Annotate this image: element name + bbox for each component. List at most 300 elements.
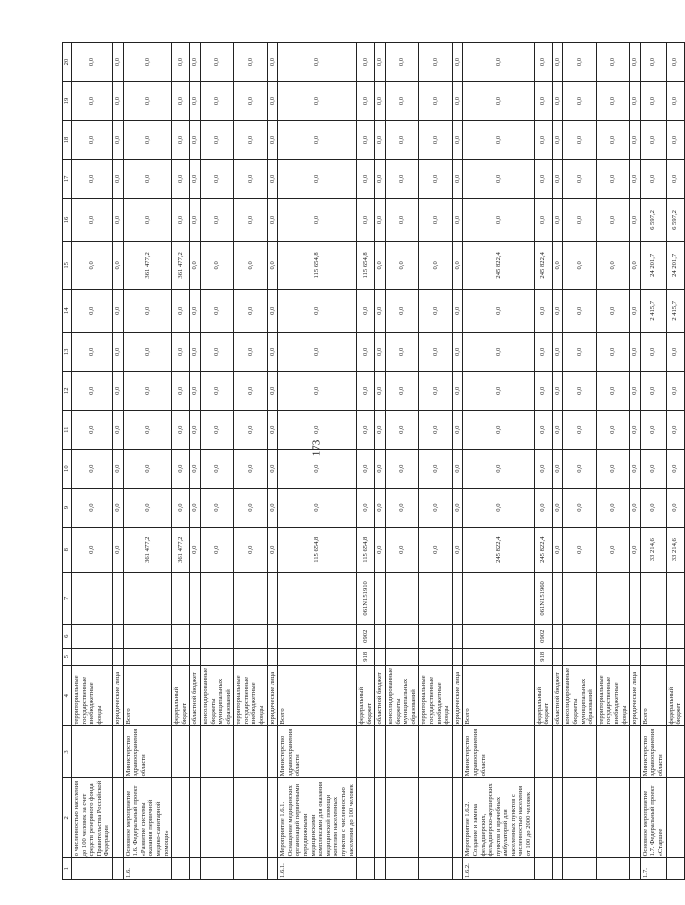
value-cell: 0,0 xyxy=(190,527,201,572)
value-cell: 0,0 xyxy=(419,289,452,332)
cell-c3 xyxy=(112,726,123,778)
cell-c2 xyxy=(666,778,684,858)
value-cell: 0,0 xyxy=(419,488,452,527)
cell-c4: Всего xyxy=(463,665,534,726)
value-cell: 0,0 xyxy=(385,198,418,241)
value-cell: 0,0 xyxy=(563,120,596,159)
column-header: 15 xyxy=(63,242,72,290)
value-cell: 0,0 xyxy=(419,410,452,449)
value-cell: 0,0 xyxy=(419,527,452,572)
value-cell: 0,0 xyxy=(563,242,596,290)
cell-c7 xyxy=(630,572,641,624)
value-cell: 0,0 xyxy=(123,82,172,121)
value-cell: 0,0 xyxy=(72,120,113,159)
value-cell: 0,0 xyxy=(357,332,375,371)
value-cell: 0,0 xyxy=(172,371,190,410)
value-cell: 0,0 xyxy=(123,159,172,198)
value-cell: 0,0 xyxy=(234,242,267,290)
cell-c7 xyxy=(563,572,596,624)
value-cell: 0,0 xyxy=(640,410,666,449)
value-cell: 0,0 xyxy=(630,82,641,121)
value-cell: 0,0 xyxy=(534,371,552,410)
value-cell: 0,0 xyxy=(666,120,684,159)
value-cell: 2 415,7 xyxy=(640,289,666,332)
value-cell: 0,0 xyxy=(190,371,201,410)
cell-c7 xyxy=(552,572,563,624)
cell-c6 xyxy=(596,624,629,648)
value-cell: 0,0 xyxy=(452,198,463,241)
value-cell: 0,0 xyxy=(72,527,113,572)
cell-c2: Основное мероприятие 1.6. Федеральный проект «Развитие системы оказания первичной медико-санитарной помощи» xyxy=(123,778,172,858)
cell-c3 xyxy=(385,726,418,778)
cell-c6 xyxy=(190,624,201,648)
value-cell: 0,0 xyxy=(172,198,190,241)
value-cell: 0,0 xyxy=(267,488,278,527)
cell-c6 xyxy=(563,624,596,648)
cell-c2 xyxy=(112,778,123,858)
value-cell: 0,0 xyxy=(375,410,386,449)
cell-c1 xyxy=(596,858,629,880)
value-cell: 0,0 xyxy=(200,410,233,449)
cell-c7 xyxy=(278,572,357,624)
value-cell: 0,0 xyxy=(267,242,278,290)
value-cell: 0,0 xyxy=(190,488,201,527)
cell-c1 xyxy=(267,858,278,880)
value-cell: 0,0 xyxy=(234,289,267,332)
column-header: 17 xyxy=(63,159,72,198)
cell-c6 xyxy=(552,624,563,648)
value-cell: 0,0 xyxy=(640,82,666,121)
value-cell: 0,0 xyxy=(596,159,629,198)
value-cell: 0,0 xyxy=(357,371,375,410)
value-cell: 0,0 xyxy=(375,371,386,410)
value-cell: 0,0 xyxy=(552,43,563,82)
table-row xyxy=(112,43,123,880)
value-cell: 0,0 xyxy=(375,527,386,572)
cell-c5: 918 xyxy=(534,648,552,665)
cell-c4: федеральный бюджет xyxy=(172,665,190,726)
value-cell: 0,0 xyxy=(123,488,172,527)
value-cell: 0,0 xyxy=(112,198,123,241)
value-cell: 0,0 xyxy=(452,332,463,371)
value-cell: 0,0 xyxy=(552,82,563,121)
column-header: 20 xyxy=(63,43,72,82)
cell-c5 xyxy=(419,648,452,665)
cell-c2: Основное мероприятие 1.7. Федеральный проект «Старшее xyxy=(640,778,666,858)
cell-c6 xyxy=(234,624,267,648)
cell-c1 xyxy=(172,858,190,880)
cell-c1 xyxy=(552,858,563,880)
value-cell: 0,0 xyxy=(200,159,233,198)
cell-c5 xyxy=(596,648,629,665)
value-cell: 0,0 xyxy=(596,332,629,371)
value-cell: 0,0 xyxy=(563,488,596,527)
value-cell: 0,0 xyxy=(278,410,357,449)
cell-c6 xyxy=(385,624,418,648)
value-cell: 0,0 xyxy=(267,371,278,410)
value-cell: 0,0 xyxy=(419,43,452,82)
cell-c3 xyxy=(172,726,190,778)
value-cell: 0,0 xyxy=(463,332,534,371)
value-cell: 0,0 xyxy=(385,449,418,488)
value-cell: 0,0 xyxy=(123,120,172,159)
value-cell: 0,0 xyxy=(452,82,463,121)
table-row xyxy=(630,43,641,880)
value-cell: 0,0 xyxy=(267,289,278,332)
value-cell: 0,0 xyxy=(552,198,563,241)
column-header: 18 xyxy=(63,120,72,159)
cell-c6: 0902 xyxy=(357,624,375,648)
cell-c1 xyxy=(112,858,123,880)
cell-c4: областной бюджет xyxy=(190,665,201,726)
value-cell: 0,0 xyxy=(123,289,172,332)
value-cell: 0,0 xyxy=(563,82,596,121)
value-cell: 0,0 xyxy=(463,371,534,410)
value-cell: 0,0 xyxy=(357,159,375,198)
value-cell: 0,0 xyxy=(112,527,123,572)
cell-c1 xyxy=(452,858,463,880)
value-cell: 0,0 xyxy=(172,120,190,159)
cell-c6 xyxy=(123,624,172,648)
column-header: 2 xyxy=(63,778,72,858)
value-cell: 0,0 xyxy=(596,527,629,572)
value-cell: 0,0 xyxy=(72,449,113,488)
value-cell: 0,0 xyxy=(234,371,267,410)
value-cell: 245 822,4 xyxy=(463,242,534,290)
value-cell: 0,0 xyxy=(172,332,190,371)
cell-c7 xyxy=(123,572,172,624)
table-row xyxy=(552,43,563,880)
value-cell: 0,0 xyxy=(666,43,684,82)
column-header: 4 xyxy=(63,665,72,726)
value-cell: 0,0 xyxy=(419,449,452,488)
value-cell: 0,0 xyxy=(375,198,386,241)
value-cell: 0,0 xyxy=(267,198,278,241)
value-cell: 0,0 xyxy=(630,43,641,82)
value-cell: 0,0 xyxy=(267,120,278,159)
value-cell: 0,0 xyxy=(385,159,418,198)
value-cell: 0,0 xyxy=(234,198,267,241)
table-row xyxy=(463,43,534,880)
cell-c7 xyxy=(463,572,534,624)
value-cell: 0,0 xyxy=(552,242,563,290)
table-body xyxy=(72,43,685,880)
value-cell: 0,0 xyxy=(267,332,278,371)
table-row xyxy=(419,43,452,880)
cell-c5 xyxy=(640,648,666,665)
cell-c2 xyxy=(630,778,641,858)
value-cell: 0,0 xyxy=(452,43,463,82)
cell-c7 xyxy=(375,572,386,624)
cell-c4: территориальные государственные внебюджетные фонды xyxy=(234,665,267,726)
value-cell: 0,0 xyxy=(385,332,418,371)
value-cell: 0,0 xyxy=(666,488,684,527)
cell-c7 xyxy=(267,572,278,624)
cell-c1: 1.6.2. xyxy=(463,858,534,880)
cell-c3 xyxy=(234,726,267,778)
cell-c2 xyxy=(385,778,418,858)
value-cell: 0,0 xyxy=(375,82,386,121)
value-cell: 0,0 xyxy=(278,159,357,198)
cell-c4: юридические лица xyxy=(452,665,463,726)
column-header: 19 xyxy=(63,82,72,121)
cell-c5 xyxy=(278,648,357,665)
value-cell: 0,0 xyxy=(563,198,596,241)
cell-c4: консолидированные бюджеты муниципальных образований xyxy=(200,665,233,726)
value-cell: 0,0 xyxy=(375,242,386,290)
value-cell: 0,0 xyxy=(552,410,563,449)
table-row xyxy=(666,43,684,880)
column-header: 6 xyxy=(63,624,72,648)
value-cell: 0,0 xyxy=(463,120,534,159)
value-cell: 0,0 xyxy=(666,449,684,488)
value-cell: 0,0 xyxy=(563,410,596,449)
value-cell: 0,0 xyxy=(278,371,357,410)
value-cell: 0,0 xyxy=(419,332,452,371)
cell-c7 xyxy=(640,572,666,624)
value-cell: 0,0 xyxy=(234,43,267,82)
value-cell: 0,0 xyxy=(630,410,641,449)
value-cell: 0,0 xyxy=(596,120,629,159)
value-cell: 24 201,7 xyxy=(640,242,666,290)
value-cell: 0,0 xyxy=(385,120,418,159)
cell-c1: 1.6. xyxy=(123,858,172,880)
cell-c4: территориальные государственные внебюджетные фонды xyxy=(596,665,629,726)
value-cell: 0,0 xyxy=(463,43,534,82)
value-cell: 0,0 xyxy=(419,120,452,159)
value-cell: 0,0 xyxy=(534,198,552,241)
value-cell: 0,0 xyxy=(112,332,123,371)
value-cell: 0,0 xyxy=(200,43,233,82)
value-cell: 0,0 xyxy=(552,449,563,488)
value-cell: 0,0 xyxy=(385,43,418,82)
cell-c2 xyxy=(552,778,563,858)
value-cell: 0,0 xyxy=(463,488,534,527)
table-row xyxy=(278,43,357,880)
value-cell: 0,0 xyxy=(357,82,375,121)
column-header: 7 xyxy=(63,572,72,624)
cell-c2 xyxy=(563,778,596,858)
value-cell: 0,0 xyxy=(596,449,629,488)
table-row xyxy=(72,43,113,880)
cell-c2 xyxy=(452,778,463,858)
cell-c5 xyxy=(375,648,386,665)
value-cell: 0,0 xyxy=(123,449,172,488)
column-header: 1 xyxy=(63,858,72,880)
cell-c3 xyxy=(190,726,201,778)
cell-c6 xyxy=(200,624,233,648)
table-row xyxy=(357,43,375,880)
cell-c1 xyxy=(666,858,684,880)
cell-c3 xyxy=(452,726,463,778)
column-header: 5 xyxy=(63,648,72,665)
value-cell: 0,0 xyxy=(666,410,684,449)
value-cell: 0,0 xyxy=(190,449,201,488)
table-row xyxy=(596,43,629,880)
value-cell: 0,0 xyxy=(112,371,123,410)
cell-c4: федеральный бюджет xyxy=(534,665,552,726)
value-cell: 0,0 xyxy=(452,120,463,159)
cell-c1 xyxy=(357,858,375,880)
cell-c3 xyxy=(72,726,113,778)
value-cell: 0,0 xyxy=(234,332,267,371)
value-cell: 0,0 xyxy=(375,43,386,82)
cell-c7 xyxy=(666,572,684,624)
value-cell: 0,0 xyxy=(640,43,666,82)
cell-c5 xyxy=(200,648,233,665)
table-row xyxy=(267,43,278,880)
cell-c1 xyxy=(234,858,267,880)
value-cell: 0,0 xyxy=(72,410,113,449)
value-cell: 0,0 xyxy=(563,159,596,198)
value-cell: 0,0 xyxy=(534,43,552,82)
value-cell: 0,0 xyxy=(200,289,233,332)
value-cell: 0,0 xyxy=(534,120,552,159)
cell-c6 xyxy=(172,624,190,648)
value-cell: 0,0 xyxy=(534,449,552,488)
value-cell: 0,0 xyxy=(190,120,201,159)
value-cell: 0,0 xyxy=(357,488,375,527)
value-cell: 0,0 xyxy=(112,159,123,198)
value-cell: 0,0 xyxy=(596,488,629,527)
cell-c5 xyxy=(666,648,684,665)
value-cell: 245 822,4 xyxy=(534,242,552,290)
value-cell: 0,0 xyxy=(112,43,123,82)
cell-c1 xyxy=(375,858,386,880)
value-cell: 0,0 xyxy=(200,82,233,121)
value-cell: 0,0 xyxy=(419,82,452,121)
column-header: 14 xyxy=(63,289,72,332)
cell-c5 xyxy=(172,648,190,665)
cell-c6 xyxy=(640,624,666,648)
value-cell: 0,0 xyxy=(596,43,629,82)
value-cell: 0,0 xyxy=(200,120,233,159)
cell-c3 xyxy=(357,726,375,778)
cell-c5 xyxy=(552,648,563,665)
value-cell: 0,0 xyxy=(234,159,267,198)
value-cell: 0,0 xyxy=(267,449,278,488)
cell-c7 xyxy=(190,572,201,624)
value-cell: 0,0 xyxy=(666,82,684,121)
value-cell: 0,0 xyxy=(123,332,172,371)
cell-c3: Министерство здравоохранения области xyxy=(640,726,666,778)
cell-c5 xyxy=(234,648,267,665)
value-cell: 0,0 xyxy=(534,289,552,332)
value-cell: 0,0 xyxy=(267,43,278,82)
value-cell: 0,0 xyxy=(596,198,629,241)
value-cell: 0,0 xyxy=(234,82,267,121)
value-cell: 0,0 xyxy=(200,488,233,527)
value-cell: 0,0 xyxy=(278,120,357,159)
cell-c2 xyxy=(234,778,267,858)
cell-c4: территориальные государственные внебюджетные фонды xyxy=(419,665,452,726)
value-cell: 0,0 xyxy=(552,159,563,198)
value-cell: 0,0 xyxy=(640,159,666,198)
cell-c7 xyxy=(385,572,418,624)
cell-c5 xyxy=(267,648,278,665)
value-cell: 0,0 xyxy=(385,242,418,290)
value-cell: 361 477,2 xyxy=(172,242,190,290)
value-cell: 0,0 xyxy=(452,159,463,198)
value-cell: 0,0 xyxy=(357,120,375,159)
value-cell: 0,0 xyxy=(278,43,357,82)
cell-c5 xyxy=(190,648,201,665)
cell-c3 xyxy=(200,726,233,778)
cell-c2: о численностью населения до 100 человек за счет средств резервного фонда Правительства Российской Федерации xyxy=(72,778,113,858)
value-cell: 0,0 xyxy=(190,198,201,241)
value-cell: 0,0 xyxy=(640,371,666,410)
table-row xyxy=(172,43,190,880)
value-cell: 0,0 xyxy=(112,410,123,449)
value-cell: 0,0 xyxy=(172,488,190,527)
value-cell: 245 822,4 xyxy=(463,527,534,572)
table-row xyxy=(563,43,596,880)
cell-c3 xyxy=(552,726,563,778)
cell-c3: Министерство здравоохранения области xyxy=(463,726,534,778)
cell-c6 xyxy=(375,624,386,648)
value-cell: 0,0 xyxy=(452,410,463,449)
value-cell: 33 214,6 xyxy=(666,527,684,572)
value-cell: 0,0 xyxy=(419,159,452,198)
cell-c2: Мероприятие 1.6.2. Создание и замена фельдшерских, фельдшерско-акушерских пунктов и врачебных амбулаторий для населенных пунктов с численностью населения от 100 до 2000 человек xyxy=(463,778,534,858)
value-cell: 0,0 xyxy=(278,82,357,121)
value-cell: 0,0 xyxy=(375,120,386,159)
cell-c6 xyxy=(419,624,452,648)
value-cell: 0,0 xyxy=(552,332,563,371)
value-cell: 0,0 xyxy=(123,43,172,82)
value-cell: 0,0 xyxy=(452,488,463,527)
cell-c5 xyxy=(463,648,534,665)
value-cell: 0,0 xyxy=(190,159,201,198)
value-cell: 245 822,4 xyxy=(534,527,552,572)
value-cell: 0,0 xyxy=(200,332,233,371)
value-cell: 0,0 xyxy=(463,289,534,332)
cell-c7 xyxy=(596,572,629,624)
value-cell: 0,0 xyxy=(234,527,267,572)
value-cell: 0,0 xyxy=(190,410,201,449)
value-cell: 0,0 xyxy=(630,449,641,488)
value-cell: 0,0 xyxy=(385,488,418,527)
value-cell: 0,0 xyxy=(375,289,386,332)
value-cell: 0,0 xyxy=(630,159,641,198)
value-cell: 0,0 xyxy=(234,120,267,159)
value-cell: 0,0 xyxy=(172,43,190,82)
value-cell: 0,0 xyxy=(267,527,278,572)
value-cell: 0,0 xyxy=(234,449,267,488)
column-header: 9 xyxy=(63,488,72,527)
cell-c2 xyxy=(190,778,201,858)
cell-c4: федеральный бюджет xyxy=(357,665,375,726)
value-cell: 115 654,8 xyxy=(278,527,357,572)
column-header: 3 xyxy=(63,726,72,778)
cell-c1 xyxy=(72,858,113,880)
cell-c5 xyxy=(123,648,172,665)
value-cell: 0,0 xyxy=(640,332,666,371)
value-cell: 0,0 xyxy=(563,332,596,371)
cell-c1: 1.6.1. xyxy=(278,858,357,880)
value-cell: 0,0 xyxy=(534,159,552,198)
value-cell: 0,0 xyxy=(596,242,629,290)
value-cell: 0,0 xyxy=(278,449,357,488)
table-row xyxy=(534,43,552,880)
value-cell: 0,0 xyxy=(563,43,596,82)
value-cell: 0,0 xyxy=(190,82,201,121)
cell-c4: Всего xyxy=(123,665,172,726)
cell-c1 xyxy=(563,858,596,880)
value-cell: 0,0 xyxy=(630,488,641,527)
cell-c1 xyxy=(385,858,418,880)
column-header: 12 xyxy=(63,371,72,410)
